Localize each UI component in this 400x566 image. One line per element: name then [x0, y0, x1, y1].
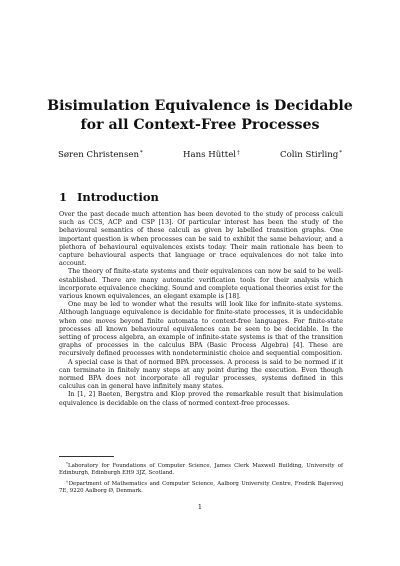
footnotes	[59, 460, 343, 496]
paragraph: In [1, 2] Baeten, Bergstra and Klop proved the remarkable result that bisimulation equivalence is decidable on the class of normed context-free processes.	[59, 391, 343, 407]
title-line-1: Bisimulation Equivalence is Decidable	[47, 98, 353, 114]
paper-title	[40, 97, 360, 135]
body-text	[59, 211, 343, 408]
section-number: 1	[59, 190, 68, 204]
paragraph: The theory of finite-state systems and their equivalences can now be said to be well-established. There are many automatic verification tools for their analysis which incorporate equivalence checking. Sound and complete equational theories exist for the various known equivalences, an elegant example is [18].	[59, 268, 344, 301]
author: Søren Christensen*	[58, 150, 143, 160]
paragraph: A special case is that of normed BPA processes. A process is said to be normed if it can terminate in finitely many steps at any point during the execution. Even though normed BPA does not incorporate all regular processes, systems defined in this calculus can in general have infinitely many states.	[59, 358, 343, 391]
section-heading	[59, 190, 159, 204]
page-number: 1	[197, 503, 203, 511]
author: Colin Stirling*	[280, 150, 342, 160]
author: Hans Hüttel†	[182, 150, 240, 160]
paragraph: Over the past decade much attention has been devoted to the study of process calculi such as CCS, ACP and CSP [13]. Of particular interest has been the study of the behavioural semantics of these calculi as given by labelled transition graphs. One important question is when processes can be said to exhibit the same behaviour, and a plethora of behavioural equivalences exists today. Their main rationale has been to capture behavioural aspects that language or trace equivalences do not take into account.	[59, 211, 343, 268]
title-line-2: for all Context-Free Processes	[80, 117, 320, 133]
footnote: *Laboratory for Foundations of Computer Science, James Clerk Maxwell Building, University of Edinburgh, Edinburgh EH9 3JZ, Scotland.	[59, 461, 343, 476]
footnote-rule	[59, 456, 114, 457]
paragraph: One may be led to wonder what the results will look like for infinite-state systems. Although language equivalence is decidable for finite-state processes, it is undecidable when one moves beyond finite automata to context-free languages. For finite-state processes all known behavioural equivalences can be seen to be decidable. In the setting of process algebra, an example of infinite-state systems is that of the transition graphs of processes in the calculus BPA (Basic Process Algebra) [4]. These are recursively defined processes with nondeterministic choice and sequential composition.	[59, 301, 343, 358]
section-title: Introduction	[77, 190, 159, 204]
author-list	[58, 150, 342, 160]
footnote: †Department of Mathematics and Computer Science, Aalborg University Centre, Fredrik Bajersvej 7E, 9220 Aalborg Ø, Denmark.	[59, 479, 343, 494]
